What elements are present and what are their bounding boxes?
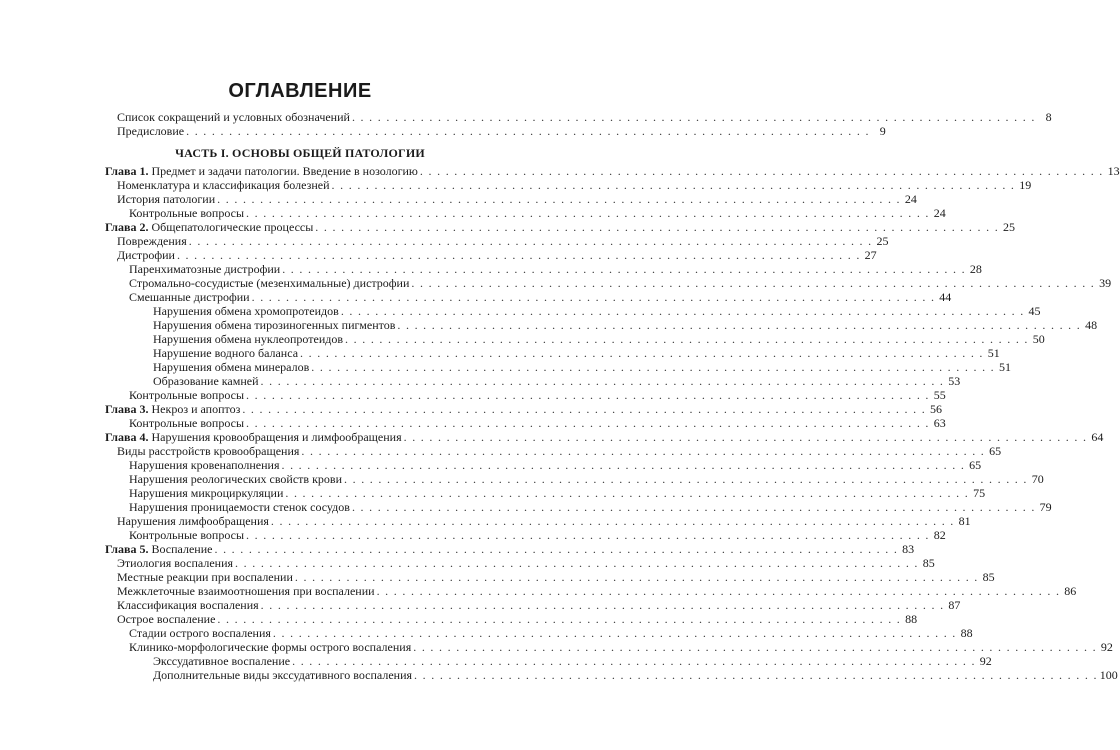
toc-entry-row [105,304,1041,318]
dot-leader: . . . . . . . . . . . . . . . . . . . . . . . . . . . . . . . . . . . . . . . . . . . . . . . . . . . . . . . . . . . . . . . . . . . . . . . . . . . . . . . . [331,178,1016,192]
entry-title: Контрольные вопросы [129,206,245,220]
dot-leader: . . . . . . . . . . . . . . . . . . . . . . . . . . . . . . . . . . . . . . . . . . . . . . . . . . . . . . . . . . . . . . . . . . . . . . . . . . . . . . . . [345,332,1029,346]
dot-leader: . . . . . . . . . . . . . . . . . . . . . . . . . . . . . . . . . . . . . . . . . . . . . . . . . . . . . . . . . . . . . . . . . . . . . . . . . . . . . . . . [282,262,966,276]
page-number: 51 [987,346,1000,360]
page-number: 86 [1064,584,1077,598]
table-of-contents [105,110,1120,682]
chapter-title: Некроз и апоптоз [148,402,241,416]
entry-title: Нарушения обмена минералов [153,360,310,374]
toc-chapter-row [105,542,915,556]
dot-leader: . . . . . . . . . . . . . . . . . . . . . . . . . . . . . . . . . . . . . . . . . . . . . . . . . . . . . . . . . . . . . . . . . . . . . . . . . . . . . . . . [246,416,930,430]
dot-leader: . . . . . . . . . . . . . . . . . . . . . . . . . . . . . . . . . . . . . . . . . . . . . . . . . . . . . . . . . . . . . . . . . . . . . . . . . . . . . . . . [281,458,966,472]
entry-title: Контрольные вопросы [129,416,245,430]
chapter-title: Общепатологические процессы [148,220,314,234]
entry-title: Повреждения [117,234,187,248]
entry-title: Предисловие [117,124,185,138]
entry-title: История патологии [117,192,216,206]
toc-entry-row [105,124,886,138]
entry-title: Клинико-морфологические формы острого воспаления [129,640,412,654]
toc-chapter-row [105,430,1104,444]
entry-title: Нарушения микроциркуляции [129,486,284,500]
dot-leader: . . . . . . . . . . . . . . . . . . . . . . . . . . . . . . . . . . . . . . . . . . . . . . . . . . . . . . . . . . . . . . . . . . . . . . . . . . . . . . . . [251,290,936,304]
entry-title: Образование камней [153,374,259,388]
entry-title [105,164,418,178]
entry-title: Нарушения обмена хромопротеидов [153,304,339,318]
toc-entry-row [105,654,992,668]
page-number: 88 [905,612,918,626]
dot-leader: . . . . . . . . . . . . . . . . . . . . . . . . . . . . . . . . . . . . . . . . . . . . . . . . . . . . . . . . . . . . . . . . . . . . . . . . . . . . . . . . [235,556,919,570]
front-matter [105,110,1052,138]
entry-title [105,402,240,416]
page-title: ОГЛАВЛЕНИЕ [228,80,372,102]
toc-entry-row [105,346,1000,360]
dot-leader: . . . . . . . . . . . . . . . . . . . . . . . . . . . . . . . . . . . . . . . . . . . . . . . . . . . . . . . . . . . . . . . . . . . . . . . . . . . . . . . . [260,598,945,612]
page-number: 25 [876,234,889,248]
entry-title: Паренхиматозные дистрофии [129,262,281,276]
entry-title: Нарушения кровенаполнения [129,458,280,472]
page-number: 44 [939,290,952,304]
entry-title: Межклеточные взаимоотношения при воспалении [117,584,375,598]
page-number: 13 [1107,164,1120,178]
dot-leader: . . . . . . . . . . . . . . . . . . . . . . . . . . . . . . . . . . . . . . . . . . . . . . . . . . . . . . . . . . . . . . . . . . . . . . . . . . . . . . . . [351,500,1036,514]
toc-entry-row [105,458,982,472]
toc-entry-row [105,528,946,542]
page-number: 48 [1085,318,1098,332]
dot-leader: . . . . . . . . . . . . . . . . . . . . . . . . . . . . . . . . . . . . . . . . . . . . . . . . . . . . . . . . . . . . . . . . . . . . . . . . . . . . . . . . [300,346,984,360]
dot-leader: . . . . . . . . . . . . . . . . . . . . . . . . . . . . . . . . . . . . . . . . . . . . . . . . . . . . . . . . . . . . . . . . . . . . . . . . . . . . . . . . [411,276,1096,290]
page-number: 65 [989,444,1002,458]
entry-title: Смешанные дистрофии [129,290,250,304]
dot-leader: . . . . . . . . . . . . . . . . . . . . . . . . . . . . . . . . . . . . . . . . . . . . . . . . . . . . . . . . . . . . . . . . . . . . . . . . . . . . . . . . [270,514,955,528]
entry-title: Дистрофии [117,248,175,262]
page-number: 88 [960,626,973,640]
dot-leader: . . . . . . . . . . . . . . . . . . . . . . . . . . . . . . . . . . . . . . . . . . . . . . . . . . . . . . . . . . . . . . . . . . . . . . . . . . . . . . . . [292,654,976,668]
page-number: 82 [933,528,946,542]
page-number: 63 [933,416,946,430]
chapter-label: Глава 2. [105,220,149,234]
page-number: 85 [982,570,995,584]
toc-chapter-row [105,220,1015,234]
toc-entry-row [105,206,946,220]
page-number: 27 [864,248,877,262]
page-number: 8 [1045,110,1052,124]
entry-title: Нарушения лимфообращения [117,514,269,528]
toc-entry-row [105,612,918,626]
page-number: 75 [973,486,986,500]
toc-entry-row [105,514,971,528]
dot-leader: . . . . . . . . . . . . . . . . . . . . . . . . . . . . . . . . . . . . . . . . . . . . . . . . . . . . . . . . . . . . . . . . . . . . . . . . . . . . . . . . [419,164,1104,178]
dot-leader: . . . . . . . . . . . . . . . . . . . . . . . . . . . . . . . . . . . . . . . . . . . . . . . . . . . . . . . . . . . . . . . . . . . . . . . . . . . . . . . . [188,234,873,248]
toc-entry-row [105,178,1032,192]
dot-leader: . . . . . . . . . . . . . . . . . . . . . . . . . . . . . . . . . . . . . . . . . . . . . . . . . . . . . . . . . . . . . . . . . . . . . . . . . . . . . . . . [414,668,1098,682]
dot-leader: . . . . . . . . . . . . . . . . . . . . . . . . . . . . . . . . . . . . . . . . . . . . . . . . . . . . . . . . . . . . . . . . . . . . . . . . . . . . . . . . [340,304,1025,318]
page-number: 51 [998,360,1011,374]
dot-leader: . . . . . . . . . . . . . . . . . . . . . . . . . . . . . . . . . . . . . . . . . . . . . . . . . . . . . . . . . . . . . . . . . . . . . . . . . . . . . . . . [344,472,1028,486]
page-number: 25 [1003,220,1015,234]
page-number: 81 [958,514,971,528]
toc-entry-row [105,276,1112,290]
dot-leader: . . . . . . . . . . . . . . . . . . . . . . . . . . . . . . . . . . . . . . . . . . . . . . . . . . . . . . . . . . . . . . . . . . . . . . . . . . . . . . . . [376,584,1061,598]
toc-entry-row [105,570,995,584]
page-number: 19 [1019,178,1032,192]
dot-leader: . . . . . . . . . . . . . . . . . . . . . . . . . . . . . . . . . . . . . . . . . . . . . . . . . . . . . . . . . . . . . . . . . . . . . . . . . . . . . . . . [217,612,902,626]
toc-entry-row [105,318,1098,332]
toc-entry-row [105,626,973,640]
dot-leader: . . . . . . . . . . . . . . . . . . . . . . . . . . . . . . . . . . . . . . . . . . . . . . . . . . . . . . . . . . . . . . . . . . . . . . . . . . . . . . . . [397,318,1082,332]
page-number: 65 [969,458,982,472]
toc-entry-row [105,486,986,500]
chapter-label: Глава 5. [105,542,149,556]
part-heading: ЧАСТЬ I. ОСНОВЫ ОБЩЕЙ ПАТОЛОГИИ [175,146,425,160]
entry-title [105,542,212,556]
entry-title: Контрольные вопросы [129,388,245,402]
page-number: 87 [948,598,961,612]
chapter-title: Воспаление [148,542,213,556]
toc-entry-row [105,192,917,206]
entry-title: Этиология воспаления [117,556,234,570]
dot-leader: . . . . . . . . . . . . . . . . . . . . . . . . . . . . . . . . . . . . . . . . . . . . . . . . . . . . . . . . . . . . . . . . . . . . . . . . . . . . . . . . [311,360,995,374]
dot-leader: . . . . . . . . . . . . . . . . . . . . . . . . . . . . . . . . . . . . . . . . . . . . . . . . . . . . . . . . . . . . . . . . . . . . . . . . . . . . . . . . [294,570,979,584]
toc-entry-row [105,472,1044,486]
page-number: 92 [1100,640,1113,654]
page-number: 79 [1039,500,1052,514]
page-number: 28 [969,262,982,276]
entry-title: Дополнительные виды экссудативного воспаления [153,668,413,682]
toc-entry-row [105,444,1002,458]
page-number: 50 [1032,332,1045,346]
entry-title: Номенклатура и классификация болезней [117,178,330,192]
page-number: 9 [879,124,886,138]
entry-title: Стадии острого воспаления [129,626,271,640]
chapter-label: Глава 3. [105,402,149,416]
dot-leader: . . . . . . . . . . . . . . . . . . . . . . . . . . . . . . . . . . . . . . . . . . . . . . . . . . . . . . . . . . . . . . . . . . . . . . . . . . . . . . . . [351,110,1036,124]
page-number: 83 [902,542,915,556]
toc-entry-row [105,668,1118,682]
toc-entry-row [105,584,1077,598]
page-number: 55 [933,388,946,402]
page-number: 100 [1099,668,1118,682]
page-number: 24 [904,192,917,206]
dot-leader: . . . . . . . . . . . . . . . . . . . . . . . . . . . . . . . . . . . . . . . . . . . . . . . . . . . . . . . . . . . . . . . . . . . . . . . . . . . . . . . . [242,402,927,416]
toc-entry-row [105,290,952,304]
entry-title: Острое воспаление [117,612,216,626]
page-number: 64 [1091,430,1104,444]
toc-entry-row [105,262,982,276]
dot-leader: . . . . . . . . . . . . . . . . . . . . . . . . . . . . . . . . . . . . . . . . . . . . . . . . . . . . . . . . . . . . . . . . . . . . . . . . . . . . . . . . [403,430,1088,444]
toc-entry-row [105,598,961,612]
dot-leader: . . . . . . . . . . . . . . . . . . . . . . . . . . . . . . . . . . . . . . . . . . . . . . . . . . . . . . . . . . . . . . . . . . . . . . . . . . . . . . . . [176,248,861,262]
chapter-label: Глава 4. [105,430,149,444]
toc-entry-row [105,332,1045,346]
toc-entry-row [105,556,935,570]
toc-entry-row [105,360,1011,374]
entry-title: Виды расстройств кровообращения [117,444,300,458]
dot-leader: . . . . . . . . . . . . . . . . . . . . . . . . . . . . . . . . . . . . . . . . . . . . . . . . . . . . . . . . . . . . . . . . . . . . . . . . . . . . . . . . [413,640,1097,654]
entry-title: Нарушения обмена тирозиногенных пигментов [153,318,396,332]
entry-title: Стромально-сосудистые (мезенхимальные) дистрофии [129,276,410,290]
page-number: 24 [933,206,946,220]
toc-entry-row [105,374,961,388]
entry-title [105,220,313,234]
dot-leader: . . . . . . . . . . . . . . . . . . . . . . . . . . . . . . . . . . . . . . . . . . . . . . . . . . . . . . . . . . . . . . . . . . . . . . . . . . . . . . . . [246,528,930,542]
page-number: 53 [948,374,961,388]
entry-title: Список сокращений и условных обозначений [117,110,350,124]
entry-title [105,430,402,444]
page-number: 39 [1099,276,1112,290]
dot-leader: . . . . . . . . . . . . . . . . . . . . . . . . . . . . . . . . . . . . . . . . . . . . . . . . . . . . . . . . . . . . . . . . . . . . . . . . . . . . . . . . [186,124,870,138]
toc-entry-row [105,234,889,248]
toc-entries [105,164,1120,682]
page-number: 92 [979,654,992,668]
toc-entry-row [105,110,1052,124]
dot-leader: . . . . . . . . . . . . . . . . . . . . . . . . . . . . . . . . . . . . . . . . . . . . . . . . . . . . . . . . . . . . . . . . . . . . . . . . . . . . . . . . [301,444,986,458]
entry-title: Классификация воспаления [117,598,259,612]
entry-title: Контрольные вопросы [129,528,245,542]
toc-chapter-row [105,402,943,416]
page-number: 85 [922,556,935,570]
dot-leader: . . . . . . . . . . . . . . . . . . . . . . . . . . . . . . . . . . . . . . . . . . . . . . . . . . . . . . . . . . . . . . . . . . . . . . . . . . . . . . . . [246,206,930,220]
entry-title: Нарушения реологических свойств крови [129,472,342,486]
page-number: 70 [1031,472,1044,486]
toc-entry-row [105,388,946,402]
toc-entry-row [105,500,1052,514]
chapter-title: Предмет и задачи патологии. Введение в нозологию [148,164,418,178]
entry-title: Местные реакции при воспалении [117,570,293,584]
page-number: 45 [1028,304,1041,318]
toc-entry-row [105,416,946,430]
dot-leader: . . . . . . . . . . . . . . . . . . . . . . . . . . . . . . . . . . . . . . . . . . . . . . . . . . . . . . . . . . . . . . . . . . . . . . . . . . . . . . . . [260,374,945,388]
entry-title: Нарушение водного баланса [153,346,299,360]
dot-leader: . . . . . . . . . . . . . . . . . . . . . . . . . . . . . . . . . . . . . . . . . . . . . . . . . . . . . . . . . . . . . . . . . . . . . . . . . . . . . . . . [315,220,999,234]
dot-leader: . . . . . . . . . . . . . . . . . . . . . . . . . . . . . . . . . . . . . . . . . . . . . . . . . . . . . . . . . . . . . . . . . . . . . . . . . . . . . . . . [217,192,901,206]
chapter-title: Нарушения кровообращения и лимфообращения [148,430,402,444]
toc-entry-row [105,640,1113,654]
dot-leader: . . . . . . . . . . . . . . . . . . . . . . . . . . . . . . . . . . . . . . . . . . . . . . . . . . . . . . . . . . . . . . . . . . . . . . . . . . . . . . . . [214,542,899,556]
entry-title: Нарушения обмена нуклеопротеидов [153,332,344,346]
entry-title: Нарушения проницаемости стенок сосудов [129,500,350,514]
dot-leader: . . . . . . . . . . . . . . . . . . . . . . . . . . . . . . . . . . . . . . . . . . . . . . . . . . . . . . . . . . . . . . . . . . . . . . . . . . . . . . . . [246,388,930,402]
toc-chapter-row [105,164,1120,178]
toc-entry-row [105,248,877,262]
dot-leader: . . . . . . . . . . . . . . . . . . . . . . . . . . . . . . . . . . . . . . . . . . . . . . . . . . . . . . . . . . . . . . . . . . . . . . . . . . . . . . . . [285,486,970,500]
entry-title: Экссудативное воспаление [153,654,291,668]
dot-leader: . . . . . . . . . . . . . . . . . . . . . . . . . . . . . . . . . . . . . . . . . . . . . . . . . . . . . . . . . . . . . . . . . . . . . . . . . . . . . . . . [272,626,957,640]
page-number: 56 [930,402,943,416]
chapter-label: Глава 1. [105,164,149,178]
